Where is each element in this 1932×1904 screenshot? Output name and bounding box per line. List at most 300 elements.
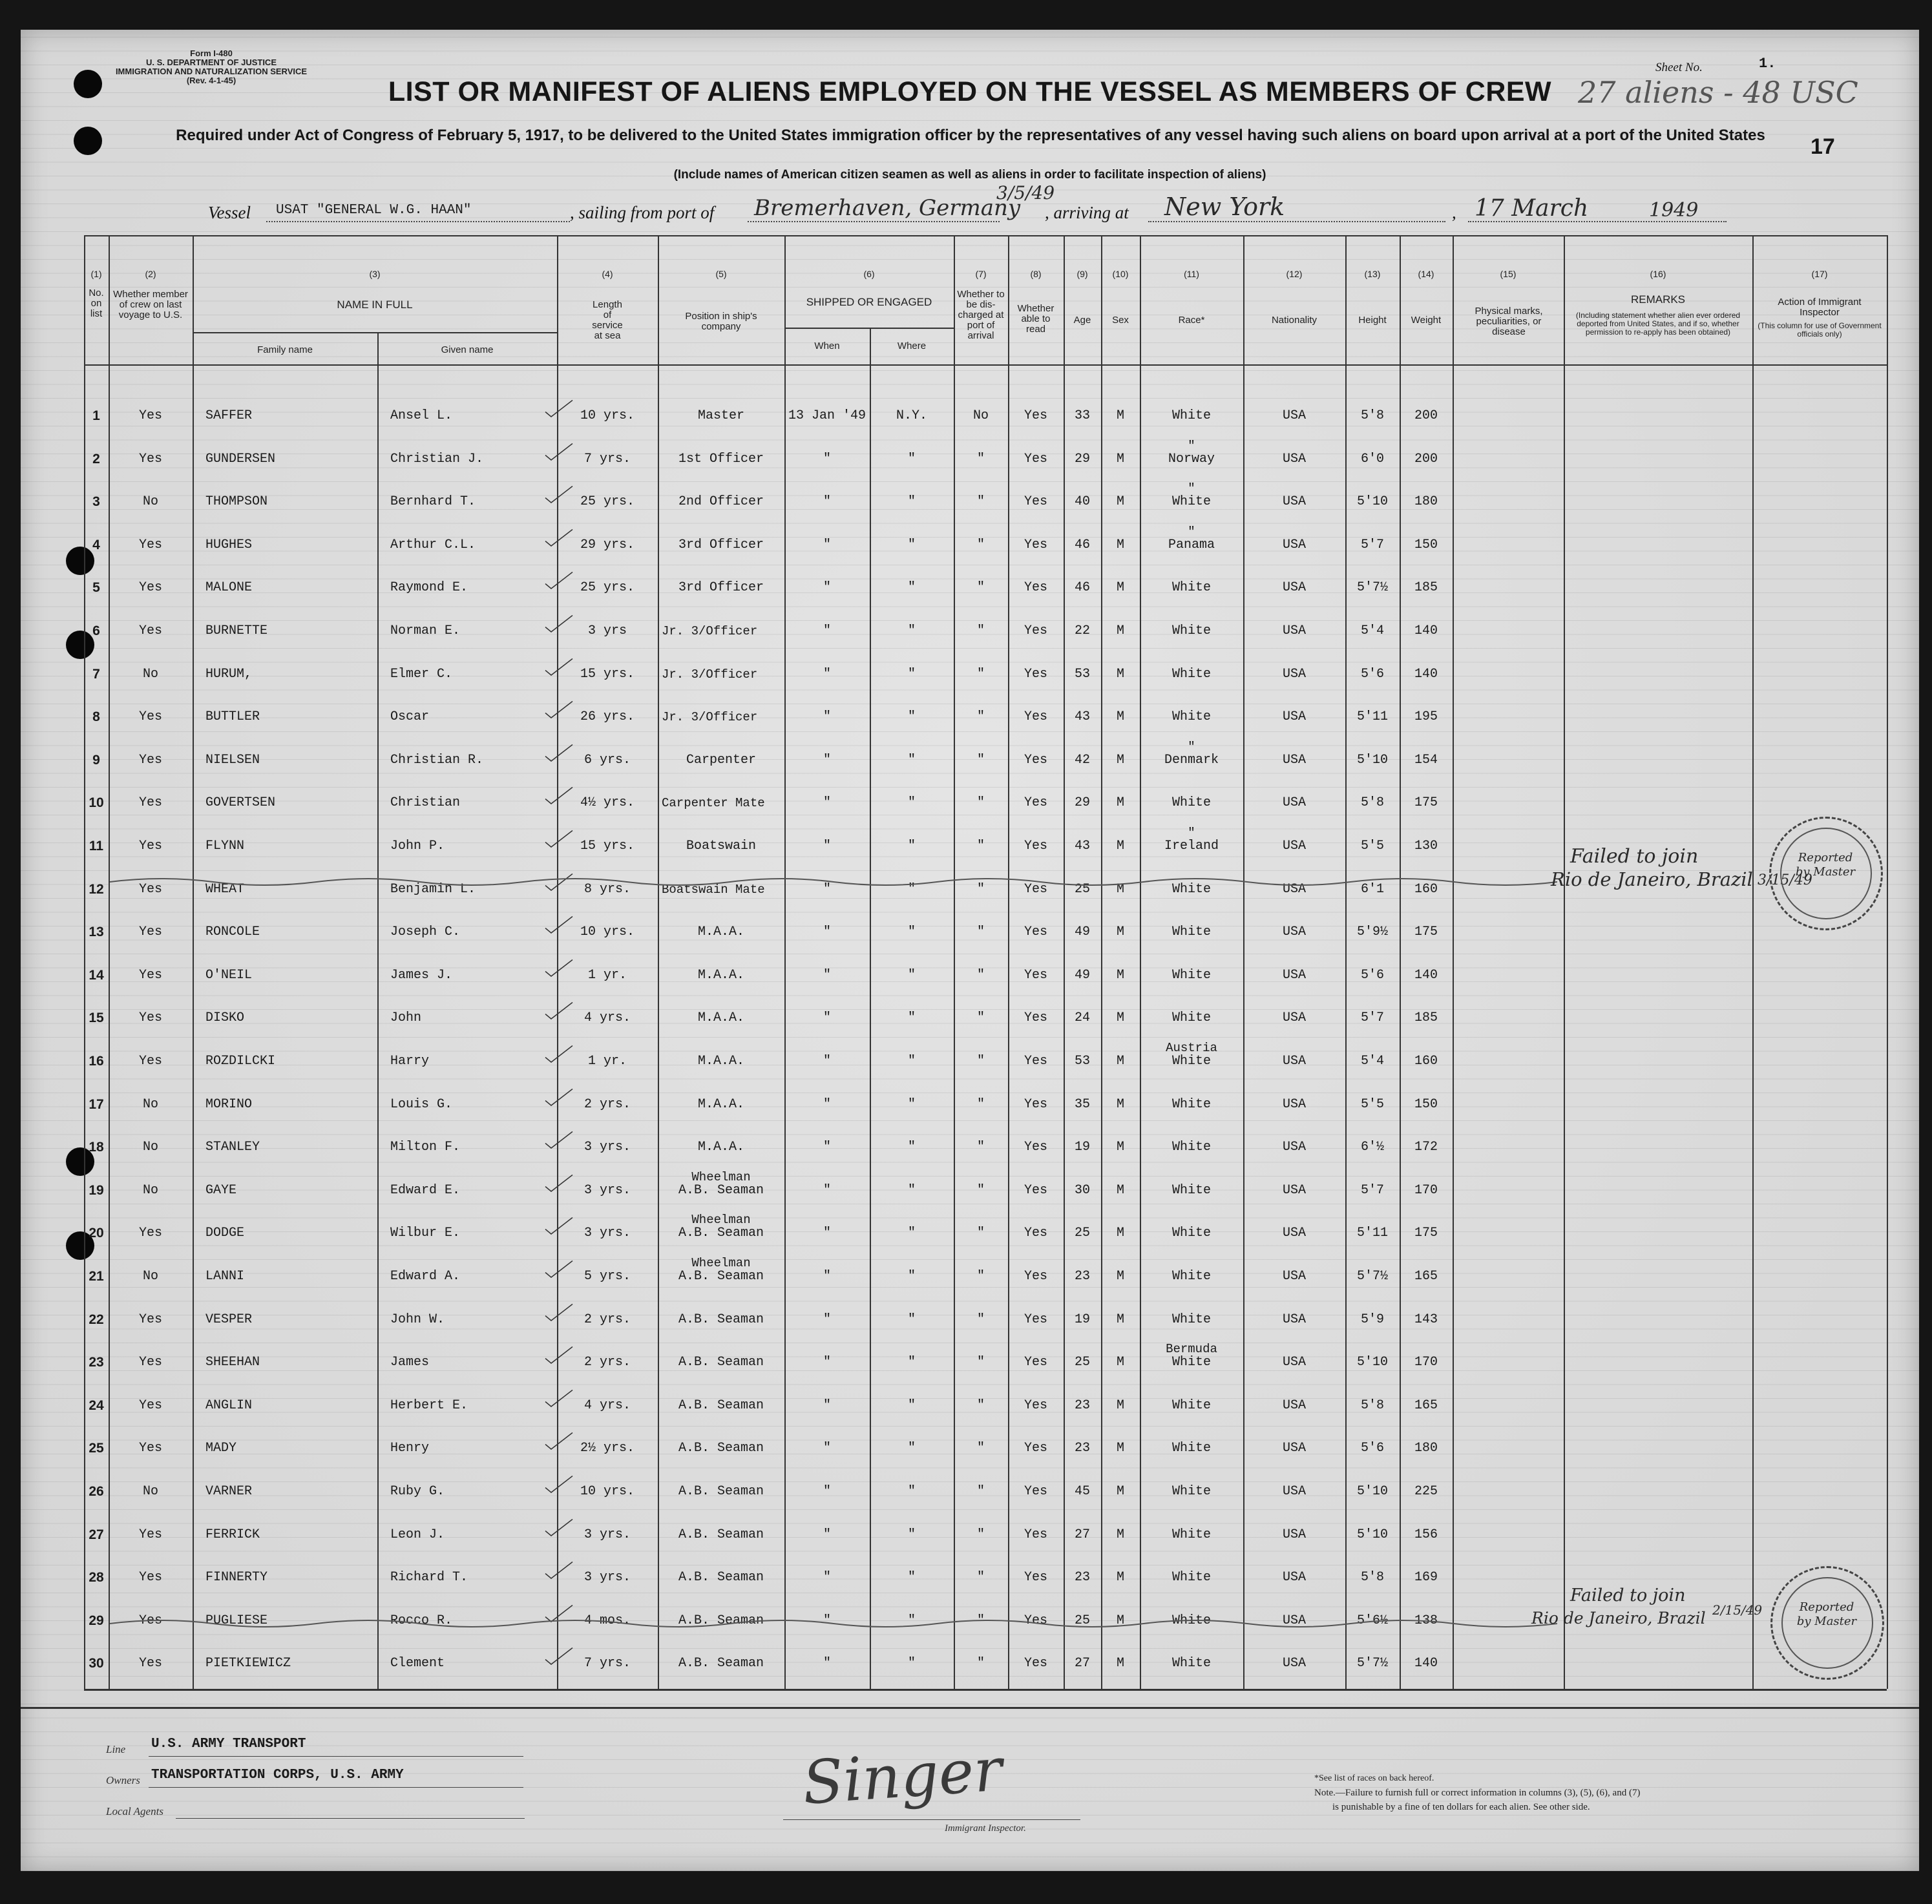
cell-position-secondary: Wheelman: [691, 1213, 751, 1227]
cell-disch: ": [976, 1570, 985, 1585]
cell-nat: USA: [1282, 1140, 1306, 1155]
header-action-inspector: Action of Immigrant Inspector: [1778, 297, 1862, 318]
cell-weight: 172: [1414, 1140, 1438, 1155]
col-rule: [193, 235, 194, 1689]
cell-nat: USA: [1282, 1570, 1306, 1585]
cell-disch: ": [976, 1140, 985, 1155]
cell-disch: ": [976, 839, 985, 853]
col-number: (8): [1030, 269, 1042, 279]
cell-age: 24: [1074, 1010, 1090, 1025]
cell-nat: USA: [1282, 882, 1306, 897]
header-age: Age: [1073, 315, 1091, 326]
cell-when: ": [823, 1656, 831, 1671]
cell-read: Yes: [1024, 1570, 1047, 1585]
cell-where: N.Y.: [896, 408, 927, 423]
cell-disch: ": [976, 1527, 985, 1542]
cell-position: M.A.A.: [697, 1140, 744, 1155]
check-mark-icon: [544, 528, 574, 548]
cell-race-origin: ": [1188, 826, 1195, 840]
cell-height: 5'10: [1356, 753, 1388, 768]
cell-service: 2 yrs.: [583, 1312, 631, 1327]
cell-when: ": [823, 623, 831, 638]
cell-sex: M: [1116, 452, 1124, 466]
cell-given: Leon J.: [390, 1527, 445, 1542]
cell-family: DISKO: [205, 1010, 245, 1025]
cell-given: Ruby G.: [390, 1484, 445, 1499]
cell-sex: M: [1116, 538, 1124, 552]
cell-position-secondary: Wheelman: [691, 1256, 751, 1270]
cell-height: 5'10: [1356, 1527, 1388, 1542]
header-able-read: Whether able to read: [1017, 303, 1055, 335]
check-mark-icon: [544, 1045, 574, 1064]
cell-crew: Yes: [138, 1613, 162, 1628]
cell-weight: 154: [1414, 753, 1438, 768]
cell-service: 1 yr.: [587, 1054, 627, 1069]
cell-crew: Yes: [138, 709, 162, 724]
cell-service: 1 yr.: [587, 968, 627, 983]
stamp-text: Reported by Master: [1795, 851, 1856, 879]
cell-no: 20: [89, 1226, 104, 1240]
cell-position: A.B. Seaman: [678, 1570, 764, 1585]
cell-nat: USA: [1282, 1656, 1306, 1671]
cell-race-origin: ": [1188, 481, 1195, 496]
vessel-name: USAT "GENERAL W.G. HAAN": [276, 203, 472, 218]
cell-race: White: [1171, 1441, 1211, 1456]
cell-weight: 138: [1414, 1613, 1438, 1628]
cell-family: FERRICK: [205, 1527, 260, 1542]
cell-nat: USA: [1282, 1484, 1306, 1499]
cell-service: 4 yrs.: [583, 1010, 631, 1025]
cell-crew: Yes: [138, 795, 162, 810]
cell-family: SHEEHAN: [205, 1355, 260, 1370]
cell-where: ": [907, 494, 916, 509]
cell-when: ": [823, 1355, 831, 1370]
cell-position: 2nd Officer: [678, 494, 764, 509]
cell-crew: Yes: [138, 882, 162, 897]
header-height: Height: [1358, 315, 1387, 326]
remark-rio-de-janeiro: Rio de Janeiro, Brazil: [1531, 1609, 1706, 1627]
cell-no: 27: [89, 1527, 104, 1542]
check-mark-icon: [544, 744, 574, 763]
cell-weight: 130: [1414, 839, 1438, 853]
cell-family: WHEAT: [205, 882, 245, 897]
vessel-underline: [266, 221, 570, 222]
cell-where: ": [907, 709, 916, 724]
cell-race: White: [1171, 882, 1211, 897]
cell-age: 19: [1074, 1312, 1090, 1327]
cell-age: 25: [1074, 1355, 1090, 1370]
cell-where: ": [907, 839, 916, 853]
cell-disch: ": [976, 709, 985, 724]
cell-race: Norway: [1168, 452, 1215, 466]
cell-service: 4 mos.: [583, 1613, 631, 1628]
header-physical-marks: Physical marks, peculiarities, or disease: [1475, 306, 1543, 337]
cell-position: A.B. Seaman: [678, 1269, 764, 1284]
cell-crew: Yes: [138, 1441, 162, 1456]
cell-height: 5'10: [1356, 1355, 1388, 1370]
cell-sex: M: [1116, 494, 1124, 509]
cell-race: White: [1171, 1183, 1211, 1198]
col-number: (7): [975, 269, 987, 279]
cell-race: White: [1171, 1140, 1211, 1155]
col-number: (15): [1500, 269, 1517, 279]
check-mark-icon: [544, 1475, 574, 1494]
header-shipped-engaged: SHIPPED OR ENGAGED: [806, 296, 932, 308]
cell-position-secondary: Wheelman: [691, 1170, 751, 1184]
cell-read: Yes: [1024, 1269, 1047, 1284]
cell-no: 23: [89, 1355, 104, 1370]
cell-weight: 175: [1414, 925, 1438, 939]
vessel-label: Vessel: [208, 203, 251, 222]
cell-sex: M: [1116, 580, 1124, 595]
cell-age: 35: [1074, 1097, 1090, 1112]
line-value: U.S. ARMY TRANSPORT: [151, 1737, 306, 1752]
cell-nat: USA: [1282, 623, 1306, 638]
cell-crew: Yes: [138, 839, 162, 853]
cell-position: A.B. Seaman: [678, 1484, 764, 1499]
cell-service: 5 yrs.: [583, 1269, 631, 1284]
cell-family: VESPER: [205, 1312, 253, 1327]
header-race: Race*: [1178, 315, 1205, 326]
cell-height: 5'10: [1356, 1484, 1388, 1499]
cell-read: Yes: [1024, 1398, 1047, 1413]
cell-where: ": [907, 1398, 916, 1413]
cell-height: 6'0: [1360, 452, 1384, 466]
cell-weight: 160: [1414, 882, 1438, 897]
cell-nat: USA: [1282, 1527, 1306, 1542]
cell-when: ": [823, 1054, 831, 1069]
cell-height: 5'10: [1356, 494, 1388, 509]
header-where: Where: [897, 340, 927, 351]
sailing-underline: [748, 221, 1000, 222]
cell-read: Yes: [1024, 580, 1047, 595]
cell-weight: 200: [1414, 452, 1438, 466]
cell-age: 29: [1074, 452, 1090, 466]
cell-position: M.A.A.: [697, 925, 744, 939]
cell-read: Yes: [1024, 795, 1047, 810]
cell-race-origin: ": [1188, 439, 1195, 453]
cell-position: 3rd Officer: [678, 538, 764, 552]
cell-nat: USA: [1282, 1441, 1306, 1456]
cell-no: 15: [89, 1010, 104, 1025]
check-mark-icon: [544, 1131, 574, 1150]
table-rule: [84, 1689, 1887, 1691]
cell-when: ": [823, 1613, 831, 1628]
cell-disch: ": [976, 580, 985, 595]
cell-nat: USA: [1282, 1226, 1306, 1240]
form-id-line: (Rev. 4-1-45): [186, 76, 236, 85]
cell-crew: Yes: [138, 1355, 162, 1370]
inspector-signature: Singer: [800, 1735, 1005, 1818]
cell-service: 10 yrs.: [580, 1484, 635, 1499]
cell-when: ": [823, 1484, 831, 1499]
cell-race: White: [1171, 1355, 1211, 1370]
cell-where: ": [907, 882, 916, 897]
cell-height: 5'8: [1360, 408, 1384, 423]
cell-family: GOVERTSEN: [205, 795, 276, 810]
cell-weight: 140: [1414, 623, 1438, 638]
cell-when: ": [823, 795, 831, 810]
cell-height: 5'5: [1360, 1097, 1384, 1112]
col-number: (1): [90, 269, 102, 279]
cell-position: Jr. 3/Officer: [662, 710, 758, 724]
cell-read: Yes: [1024, 1527, 1047, 1542]
cell-sex: M: [1116, 1656, 1124, 1671]
cell-nat: USA: [1282, 408, 1306, 423]
cell-weight: 180: [1414, 1441, 1438, 1456]
cell-family: LANNI: [205, 1269, 245, 1284]
cell-age: 25: [1074, 1226, 1090, 1240]
check-mark-icon: [544, 658, 574, 677]
cell-age: 23: [1074, 1269, 1090, 1284]
cell-nat: USA: [1282, 452, 1306, 466]
cell-family: HURUM,: [205, 667, 253, 682]
cell-where: ": [907, 1269, 916, 1284]
cell-when: ": [823, 580, 831, 595]
cell-position: Boatswain: [686, 839, 757, 853]
cell-position: A.B. Seaman: [678, 1312, 764, 1327]
cell-crew: Yes: [138, 1312, 162, 1327]
cell-sex: M: [1116, 1097, 1124, 1112]
cell-weight: 160: [1414, 1054, 1438, 1069]
cell-nat: USA: [1282, 1010, 1306, 1025]
cell-weight: 180: [1414, 494, 1438, 509]
cell-weight: 140: [1414, 667, 1438, 682]
cell-weight: 150: [1414, 538, 1438, 552]
cell-where: ": [907, 1441, 916, 1456]
cell-service: 10 yrs.: [580, 925, 635, 939]
cell-read: Yes: [1024, 538, 1047, 552]
cell-race: White: [1171, 795, 1211, 810]
cell-weight: 165: [1414, 1398, 1438, 1413]
cell-read: Yes: [1024, 968, 1047, 983]
cell-crew: Yes: [138, 580, 162, 595]
owners-label: Owners: [106, 1774, 140, 1786]
agents-underline: [176, 1818, 525, 1819]
cell-no: 16: [89, 1054, 104, 1069]
sailing-port: Bremerhaven, Germany: [754, 195, 1021, 221]
cell-read: Yes: [1024, 839, 1047, 853]
check-mark-icon: [544, 1647, 574, 1666]
arriving-underline: [1148, 221, 1445, 222]
cell-disch: ": [976, 1010, 985, 1025]
line-label: Line: [106, 1743, 126, 1755]
cell-sex: M: [1116, 1226, 1124, 1240]
cell-disch: ": [976, 925, 985, 939]
cell-weight: 170: [1414, 1183, 1438, 1198]
cell-crew: Yes: [138, 753, 162, 768]
cell-weight: 165: [1414, 1269, 1438, 1284]
col-rule: [1453, 235, 1454, 1689]
cell-height: 5'11: [1356, 709, 1388, 724]
cell-sex: M: [1116, 795, 1124, 810]
cell-when: ": [823, 1312, 831, 1327]
cell-weight: 175: [1414, 795, 1438, 810]
cell-nat: USA: [1282, 795, 1306, 810]
cell-height: 5'4: [1360, 1054, 1384, 1069]
cell-read: Yes: [1024, 1656, 1047, 1671]
cell-disch: ": [976, 1183, 985, 1198]
cell-read: Yes: [1024, 1484, 1047, 1499]
cell-disch: ": [976, 1054, 985, 1069]
cell-family: PUGLIESE: [205, 1613, 268, 1628]
cell-no: 22: [89, 1312, 104, 1327]
cell-where: ": [907, 1010, 916, 1025]
footnote-races: *See list of races on back hereof.: [1314, 1773, 1434, 1783]
cell-service: 26 yrs.: [580, 709, 635, 724]
cell-race: White: [1171, 925, 1211, 939]
page-number: 17: [1811, 134, 1835, 159]
cell-height: 5'8: [1360, 1398, 1384, 1413]
cell-race: White: [1171, 623, 1211, 638]
cell-family: VARNER: [205, 1484, 253, 1499]
cell-disch: ": [976, 1398, 985, 1413]
sheet-number-label: Sheet No.: [1655, 61, 1703, 74]
header-weight: Weight: [1411, 315, 1442, 326]
cell-where: ": [907, 1656, 916, 1671]
cell-height: 5'9: [1360, 1312, 1384, 1327]
cell-service: 4 yrs.: [583, 1398, 631, 1413]
cell-given: Oscar: [390, 709, 430, 724]
cell-service: 7 yrs.: [583, 452, 631, 466]
header-nationality: Nationality: [1271, 315, 1318, 326]
strike-line-row-29: [110, 1613, 1557, 1633]
cell-family: O'NEIL: [205, 968, 253, 983]
cell-family: ANGLIN: [205, 1398, 253, 1413]
local-agents-label: Local Agents: [106, 1805, 163, 1817]
cell-weight: 175: [1414, 1226, 1438, 1240]
cell-where: ": [907, 1570, 916, 1585]
strike-line-row-12: [110, 872, 1557, 891]
crew-table: [84, 235, 1887, 1689]
cell-position: Jr. 3/Officer: [662, 667, 758, 682]
cell-nat: USA: [1282, 1312, 1306, 1327]
cell-weight: 140: [1414, 968, 1438, 983]
cell-read: Yes: [1024, 1097, 1047, 1112]
cell-family: MALONE: [205, 580, 253, 595]
cell-age: 53: [1074, 1054, 1090, 1069]
cell-when: ": [823, 1527, 831, 1542]
cell-service: 15 yrs.: [580, 839, 635, 853]
cell-where: ": [907, 1355, 916, 1370]
cell-position: 1st Officer: [678, 452, 764, 466]
cell-when: ": [823, 709, 831, 724]
stamp-text: Reported by Master: [1796, 1600, 1857, 1628]
cell-height: 5'7½: [1356, 1656, 1388, 1671]
cell-crew: No: [142, 667, 158, 682]
cell-given: Christian R.: [390, 753, 484, 768]
cell-given: James: [390, 1355, 430, 1370]
cell-crew: No: [142, 494, 158, 509]
cell-race: White: [1171, 1527, 1211, 1542]
cell-nat: USA: [1282, 1054, 1306, 1069]
cell-age: 19: [1074, 1140, 1090, 1155]
cell-weight: 185: [1414, 1010, 1438, 1025]
cell-crew: No: [142, 1269, 158, 1284]
cell-nat: USA: [1282, 580, 1306, 595]
cell-given: John P.: [390, 839, 445, 853]
remark-date: 2/15/49: [1712, 1602, 1763, 1618]
cell-service: 2½ yrs.: [580, 1441, 635, 1456]
cell-nat: USA: [1282, 494, 1306, 509]
cell-height: 5'7: [1360, 1183, 1384, 1198]
cell-given: Herbert E.: [390, 1398, 468, 1413]
cell-weight: 143: [1414, 1312, 1438, 1327]
cell-no: 13: [89, 925, 104, 939]
cell-sex: M: [1116, 882, 1124, 897]
cell-nat: USA: [1282, 839, 1306, 853]
cell-weight: 150: [1414, 1097, 1438, 1112]
cell-position: M.A.A.: [697, 1097, 744, 1112]
check-mark-icon: [544, 1518, 574, 1538]
col-number: (17): [1811, 269, 1828, 279]
cell-given: Clement: [390, 1656, 445, 1671]
cell-position: A.B. Seaman: [678, 1613, 764, 1628]
check-mark-icon: [544, 1217, 574, 1236]
table-rule: [84, 364, 1887, 366]
check-mark-icon: [544, 786, 574, 806]
arrival-day: 17 March: [1475, 195, 1589, 222]
cell-crew: Yes: [138, 925, 162, 939]
cell-nat: USA: [1282, 667, 1306, 682]
cell-where: ": [907, 538, 916, 552]
cell-where: ": [907, 623, 916, 638]
cell-weight: 156: [1414, 1527, 1438, 1542]
cell-height: 5'7: [1360, 1010, 1384, 1025]
cell-nat: USA: [1282, 1097, 1306, 1112]
cell-no: 28: [89, 1570, 104, 1585]
cell-age: 49: [1074, 925, 1090, 939]
cell-age: 45: [1074, 1484, 1090, 1499]
check-mark-icon: [544, 1346, 574, 1365]
check-mark-icon: [544, 700, 574, 720]
cell-sex: M: [1116, 1312, 1124, 1327]
cell-age: 23: [1074, 1441, 1090, 1456]
cell-nat: USA: [1282, 709, 1306, 724]
cell-age: 46: [1074, 538, 1090, 552]
col-rule: [1752, 235, 1754, 1689]
cell-when: ": [823, 753, 831, 768]
cell-race: White: [1171, 1312, 1211, 1327]
cell-read: Yes: [1024, 1140, 1047, 1155]
cell-sex: M: [1116, 1484, 1124, 1499]
cell-position: M.A.A.: [697, 968, 744, 983]
cell-sex: M: [1116, 667, 1124, 682]
header-when: When: [814, 340, 840, 351]
header-sex: Sex: [1112, 315, 1129, 326]
col-number: (3): [369, 269, 381, 279]
cell-family: HUGHES: [205, 538, 253, 552]
cell-crew: Yes: [138, 452, 162, 466]
cell-given: Ansel L.: [390, 408, 453, 423]
check-mark-icon: [544, 485, 574, 505]
cell-nat: USA: [1282, 925, 1306, 939]
cell-given: Christian J.: [390, 452, 484, 466]
cell-where: ": [907, 968, 916, 983]
cell-crew: No: [142, 1140, 158, 1155]
cell-weight: 170: [1414, 1355, 1438, 1370]
col-number: (4): [602, 269, 613, 279]
cell-when: ": [823, 667, 831, 682]
cell-disch: ": [976, 1226, 985, 1240]
cell-race: White: [1171, 1613, 1211, 1628]
cell-height: 5'8: [1360, 795, 1384, 810]
cell-read: Yes: [1024, 667, 1047, 682]
cell-sex: M: [1116, 1570, 1124, 1585]
cell-position: A.B. Seaman: [678, 1527, 764, 1542]
cell-weight: 225: [1414, 1484, 1438, 1499]
cell-service: 25 yrs.: [580, 580, 635, 595]
